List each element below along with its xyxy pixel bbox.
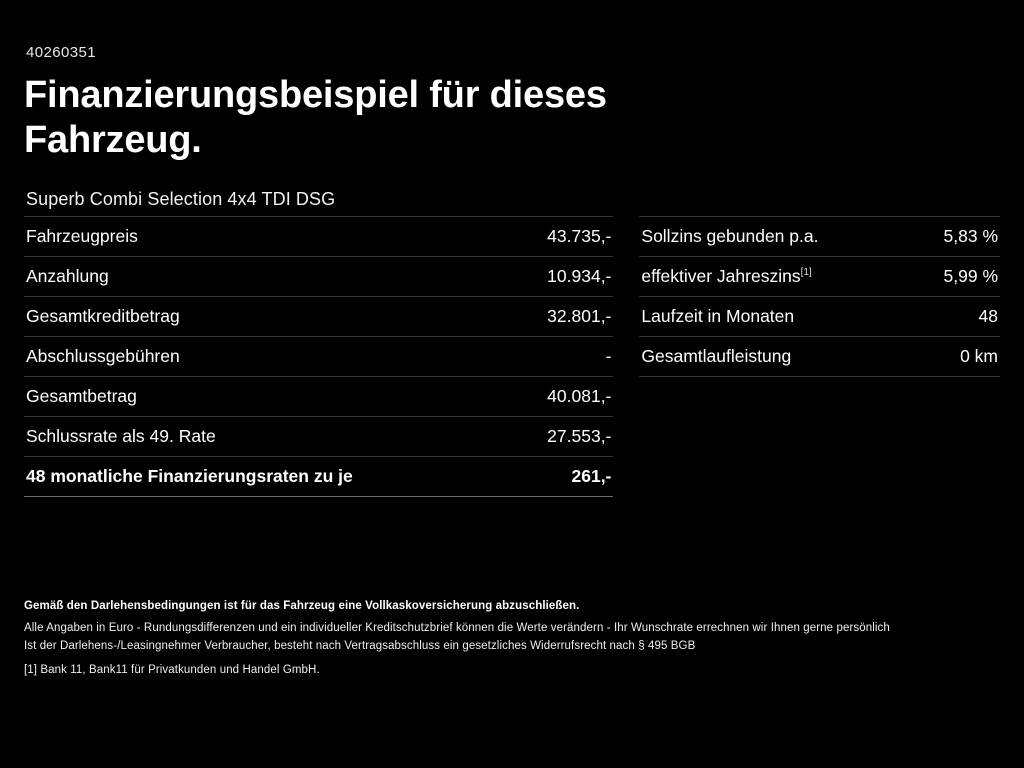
row-value: 261,-: [513, 456, 614, 496]
table-row: [24, 256, 613, 296]
table-row: [24, 416, 613, 456]
terms-table: [639, 216, 1000, 377]
table-row: [639, 296, 1000, 336]
page-title: Finanzierungsbeispiel für dieses Fahrzeug.: [24, 74, 607, 161]
row-label: [639, 336, 912, 376]
table-row: [639, 336, 1000, 376]
row-label-text: Laufzeit in Monaten: [641, 305, 795, 326]
table-row: [24, 376, 613, 416]
footnotes: [24, 600, 1004, 682]
footnote-insurance-notice: Gemäß den Darlehensbedingungen ist für das Fahrzeug eine Vollkaskoversicherung abzuschließen.: [24, 600, 580, 612]
footnote-line-1: Alle Angaben in Euro - Rundungsdifferenzen und ein individueller Kreditschutzbrief können die Werte verändern - Ihr Wunschrate errechnen wir Ihnen gerne persönlich: [24, 622, 890, 634]
row-label: Gesamtkreditbetrag: [24, 296, 513, 336]
table-row: [639, 256, 1000, 296]
footnote-marker: [1]: [800, 266, 812, 278]
finance-tables: [24, 216, 1000, 497]
row-value: 48: [912, 296, 1000, 336]
row-value: -: [513, 336, 614, 376]
table-row: [639, 216, 1000, 256]
loan-details-table: [24, 216, 613, 497]
row-label: [639, 296, 912, 336]
row-value: 5,99 %: [912, 256, 1000, 296]
row-label: Fahrzeugpreis: [24, 216, 513, 256]
table-row: [24, 336, 613, 376]
reference-number: 40260351: [26, 44, 96, 61]
table-row: [24, 216, 613, 256]
row-label-text: effektiver Jahreszins: [641, 265, 801, 286]
loan-details-table-wrapper: [24, 216, 613, 497]
row-label: Anzahlung: [24, 256, 513, 296]
row-label: 48 monatliche Finanzierungsraten zu je: [24, 456, 513, 496]
row-value: 43.735,-: [513, 216, 614, 256]
row-label: Schlussrate als 49. Rate: [24, 416, 513, 456]
row-value: 0 km: [912, 336, 1000, 376]
footnote-bank-reference: [1] Bank 11, Bank11 für Privatkunden und Handel GmbH.: [24, 664, 320, 676]
row-value: 40.081,-: [513, 376, 614, 416]
row-value: 10.934,-: [513, 256, 614, 296]
table-row-highlight: [24, 456, 613, 496]
row-label-text: Gesamtlaufleistung: [641, 345, 792, 366]
terms-table-wrapper: [639, 216, 1000, 377]
vehicle-name: Superb Combi Selection 4x4 TDI DSG: [26, 188, 336, 209]
row-label: Abschlussgebühren: [24, 336, 513, 376]
row-value: 32.801,-: [513, 296, 614, 336]
row-value: 27.553,-: [513, 416, 614, 456]
row-label: Gesamtbetrag: [24, 376, 513, 416]
row-label-text: Sollzins gebunden p.a.: [641, 225, 819, 246]
footnote-line-2: Ist der Darlehens-/Leasingnehmer Verbraucher, besteht nach Vertragsabschluss ein gesetzliches Widerrufsrecht nach § 495 BGB: [24, 640, 696, 652]
row-label: [639, 216, 912, 256]
table-row: [24, 296, 613, 336]
row-value: 5,83 %: [912, 216, 1000, 256]
row-label: [639, 256, 912, 296]
